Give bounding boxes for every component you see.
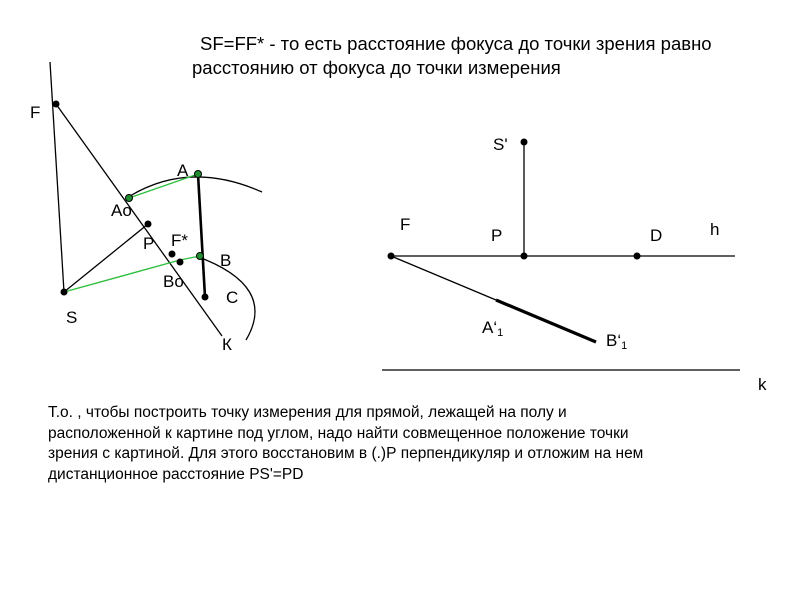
label-a0: Ao bbox=[111, 201, 132, 220]
point-f-star bbox=[169, 251, 176, 258]
right-points bbox=[388, 139, 641, 260]
segment-a1-b1 bbox=[496, 300, 596, 342]
label-a1-sub: 1 bbox=[497, 327, 504, 339]
point-s-prime bbox=[521, 139, 528, 146]
line-s-p bbox=[64, 224, 148, 292]
right-labels bbox=[400, 135, 767, 394]
label-k: К bbox=[222, 335, 232, 354]
point-a bbox=[195, 171, 202, 178]
point-p-right bbox=[521, 253, 528, 260]
label-h: h bbox=[710, 220, 720, 239]
point-b bbox=[197, 253, 204, 260]
right-diagram bbox=[382, 142, 740, 370]
heading-line-2: расстоянию от фокуса до точки измерения bbox=[192, 57, 561, 78]
explanation-line-2: расположенной к картине под углом, надо найти совмещенное положение точки bbox=[48, 424, 629, 442]
left-labels bbox=[30, 103, 238, 354]
label-f: F bbox=[30, 103, 41, 122]
label-b1-main: B‘ bbox=[606, 331, 622, 350]
explanation-text bbox=[48, 403, 768, 485]
label-s-prime: S' bbox=[493, 135, 508, 154]
label-b1-sub: 1 bbox=[621, 340, 628, 352]
label-k-right: k bbox=[758, 375, 767, 394]
label-s: S bbox=[66, 308, 78, 327]
point-f bbox=[53, 101, 60, 108]
label-b: B bbox=[220, 251, 232, 270]
heading-line-1: SF=FF* - то есть расстояние фокуса до точки зрения равно bbox=[200, 33, 712, 54]
label-p: P bbox=[143, 234, 155, 253]
label-b0: Bo bbox=[163, 272, 184, 291]
label-c: C bbox=[226, 288, 239, 307]
point-s bbox=[61, 289, 68, 296]
label-a1-main: A‘ bbox=[482, 318, 498, 337]
point-c bbox=[202, 294, 209, 301]
label-a1 bbox=[482, 318, 503, 339]
label-f-right: F bbox=[400, 215, 411, 234]
line-f-b1 bbox=[391, 256, 496, 300]
explanation-line-3: зрения с картиной. Для этого восстановим в (.)Р перпендикуляр и отложим на нем bbox=[48, 445, 644, 462]
explanation-line-4: дистанционное расстояние PS'=PD bbox=[48, 465, 304, 483]
label-a: A bbox=[177, 161, 189, 180]
point-d bbox=[634, 253, 641, 260]
point-f-right bbox=[388, 253, 395, 260]
line-f-k bbox=[56, 104, 222, 336]
label-d: D bbox=[650, 226, 663, 245]
label-f-star: F* bbox=[171, 231, 188, 250]
explanation-line-1: Т.о. , чтобы построить точку измерения для прямой, лежащей на полу и bbox=[48, 404, 567, 421]
point-b0 bbox=[177, 259, 184, 266]
arc-a bbox=[130, 177, 262, 196]
segment-a-c bbox=[198, 174, 205, 297]
line-f-s bbox=[50, 62, 64, 292]
label-b1 bbox=[606, 331, 627, 352]
point-p bbox=[145, 221, 152, 228]
label-p-right: P bbox=[491, 226, 503, 245]
